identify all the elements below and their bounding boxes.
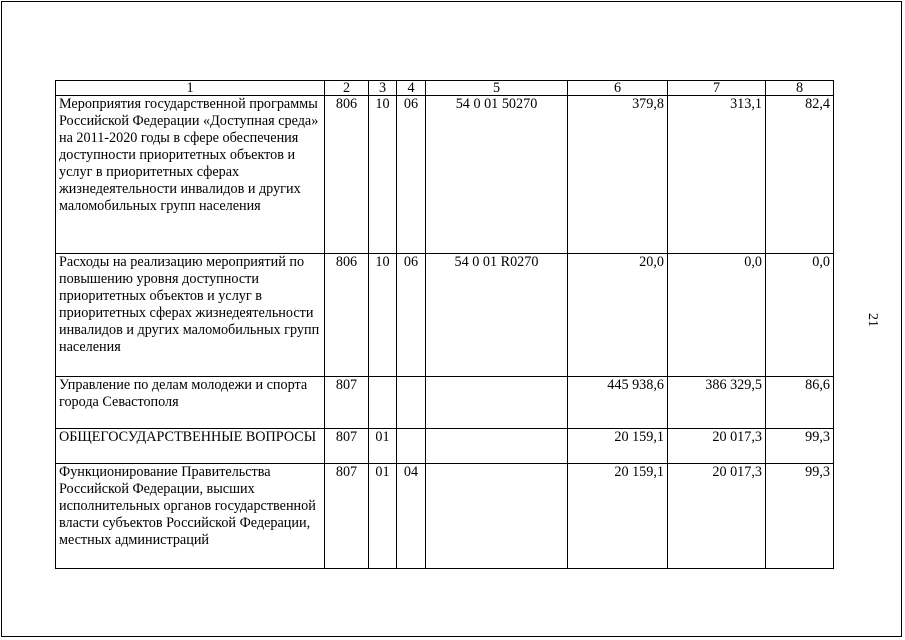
- row-target: [426, 377, 568, 429]
- row-section: 10: [369, 254, 397, 377]
- table-row: [56, 254, 834, 377]
- table-row: [56, 96, 834, 254]
- row-percent: 86,6: [766, 377, 834, 429]
- row-target: 54 0 01 R0270: [426, 254, 568, 377]
- row-ministry: 807: [325, 429, 369, 464]
- row-section: 10: [369, 96, 397, 254]
- row-name: Мероприятия государственной программы Российской Федерации «Доступная среда» на 2011-2020 годы в сфере обеспечения доступности приоритетных объектов и услуг в приоритетных сферах жизнедеятельности инвалидов и других маломобильных групп населения: [56, 96, 325, 254]
- row-target: 54 0 01 50270: [426, 96, 568, 254]
- row-section: [369, 377, 397, 429]
- row-subsection: 06: [397, 96, 426, 254]
- row-plan: 20,0: [568, 254, 668, 377]
- row-subsection: [397, 377, 426, 429]
- row-subsection: [397, 429, 426, 464]
- row-name: Функционирование Правительства Российской Федерации, высших исполнительных органов государственной власти субъектов Российской Федерации, местных администраций: [56, 464, 325, 569]
- row-plan: 379,8: [568, 96, 668, 254]
- column-header: 2: [325, 81, 369, 96]
- row-fact: 0,0: [668, 254, 766, 377]
- row-subsection: 06: [397, 254, 426, 377]
- row-name: ОБЩЕГОСУДАРСТВЕННЫЕ ВОПРОСЫ: [56, 429, 325, 464]
- row-fact: 20 017,3: [668, 429, 766, 464]
- row-ministry: 806: [325, 96, 369, 254]
- budget-table: [55, 80, 834, 569]
- row-fact: 386 329,5: [668, 377, 766, 429]
- row-percent: 99,3: [766, 464, 834, 569]
- column-header: 7: [668, 81, 766, 96]
- table-row: [56, 429, 834, 464]
- table-row: [56, 464, 834, 569]
- row-percent: 99,3: [766, 429, 834, 464]
- row-target: [426, 429, 568, 464]
- column-header: 3: [369, 81, 397, 96]
- column-header: 4: [397, 81, 426, 96]
- column-header: 6: [568, 81, 668, 96]
- row-subsection: 04: [397, 464, 426, 569]
- row-ministry: 806: [325, 254, 369, 377]
- row-target: [426, 464, 568, 569]
- row-section: 01: [369, 429, 397, 464]
- column-header: 5: [426, 81, 568, 96]
- table-header-row: [56, 81, 834, 96]
- table-row: [56, 377, 834, 429]
- row-percent: 0,0: [766, 254, 834, 377]
- row-fact: 20 017,3: [668, 464, 766, 569]
- row-percent: 82,4: [766, 96, 834, 254]
- column-header: 1: [56, 81, 325, 96]
- column-header: 8: [766, 81, 834, 96]
- row-name: Расходы на реализацию мероприятий по повышению уровня доступности приоритетных объектов и услуг в приоритетных сферах жизнедеятельности инвалидов и других маломобильных групп населения: [56, 254, 325, 377]
- row-section: 01: [369, 464, 397, 569]
- page-number: 21: [865, 313, 880, 327]
- row-ministry: 807: [325, 377, 369, 429]
- row-plan: 20 159,1: [568, 464, 668, 569]
- row-ministry: 807: [325, 464, 369, 569]
- row-plan: 445 938,6: [568, 377, 668, 429]
- row-name: Управление по делам молодежи и спорта города Севастополя: [56, 377, 325, 429]
- row-fact: 313,1: [668, 96, 766, 254]
- row-plan: 20 159,1: [568, 429, 668, 464]
